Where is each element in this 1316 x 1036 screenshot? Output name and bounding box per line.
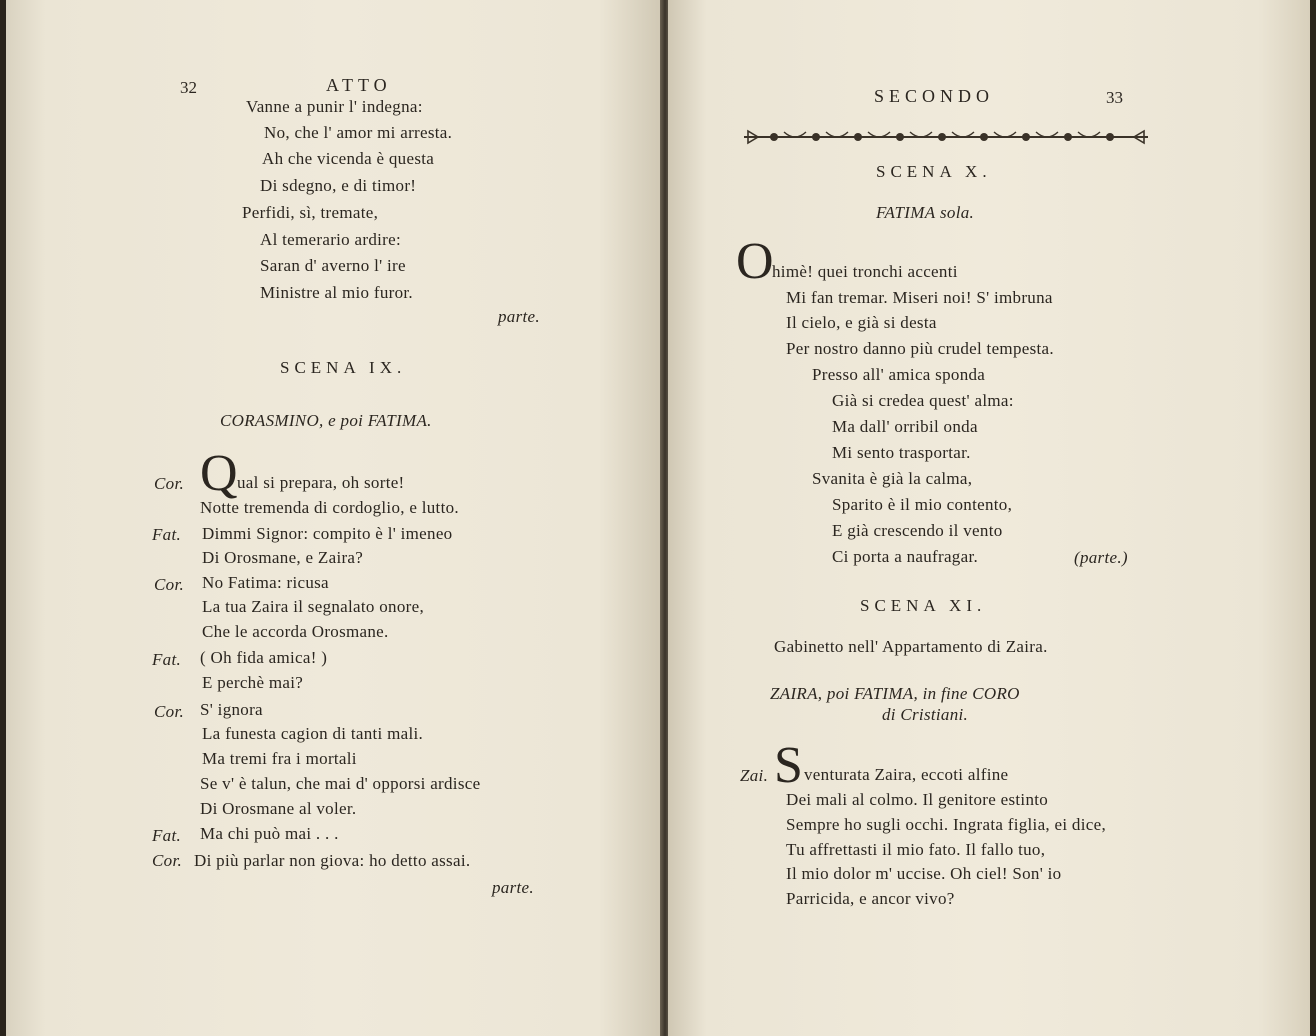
verse-line: Perfidi, sì, tremate,: [242, 203, 379, 222]
scene-setting: Gabinetto nell' Appartamento di Zaira.: [774, 637, 1048, 656]
dialogue-line: Ma tremi fra i mortali: [202, 749, 357, 768]
verse-line: Il mio dolor m' uccise. Oh ciel! Son' io: [786, 864, 1062, 883]
stage-direction-exit: parte.: [498, 307, 540, 326]
dialogue-line: Se v' è talun, che mai d' opporsi ardisce: [200, 774, 481, 793]
scene-title-ix: SCENA IX.: [280, 358, 407, 377]
dialogue-line: Di Orosmane al voler.: [200, 799, 357, 818]
speaker-label: Cor.: [152, 851, 183, 870]
speaker-label: Fat.: [152, 525, 182, 544]
character-name: FATIMA: [876, 203, 936, 222]
dialogue-line: La funesta cagion di tanti mali.: [202, 724, 424, 743]
verse-line: himè! quei tronchi accenti: [772, 262, 958, 281]
verse-line: Vanne a punir l' indegna:: [246, 97, 423, 116]
scene-title-x: SCENA X.: [876, 162, 992, 181]
verse-line: Parricida, e ancor vivo?: [786, 889, 955, 908]
verse-line: Ma dall' orribil onda: [832, 417, 978, 436]
right-page-number: 33: [1106, 88, 1123, 107]
verse-line: Saran d' averno l' ire: [260, 256, 406, 275]
verse-line: Mi fan tremar. Miseri noi! S' imbruna: [786, 288, 1053, 307]
speaker-label: Cor.: [154, 702, 185, 721]
dialogue-line: Dimmi Signor: compito è l' imeneo: [202, 524, 453, 543]
drop-cap: Q: [200, 445, 238, 502]
verse-line: Ci porta a naufragar.: [832, 547, 979, 566]
dialogue-line: Di più parlar non giova: ho detto assai.: [194, 851, 471, 870]
dialogue-line: Ma chi può mai . . .: [200, 824, 339, 843]
drop-cap: O: [736, 233, 774, 290]
verse-line: E già crescendo il vento: [832, 521, 1003, 540]
drop-cap: S: [774, 737, 803, 794]
dialogue-line: Notte tremenda di cordoglio, e lutto.: [200, 498, 459, 517]
character-name: ZAIRA,: [770, 684, 823, 703]
right-running-header: SECONDO: [874, 86, 995, 106]
verse-line: Ministre al mio furor.: [260, 283, 413, 302]
verse-line: Sparito è il mio contento,: [832, 495, 1013, 514]
ornament-border-icon: [744, 128, 1148, 146]
stage-word: poi: [826, 684, 850, 703]
verse-line: Già si credea quest' alma:: [832, 391, 1014, 410]
dialogue-line: No Fatima: ricusa: [202, 573, 329, 592]
speaker-label: Fat.: [152, 826, 182, 845]
speaker-label: Zai.: [740, 766, 769, 785]
dialogue-line: ( Oh fida amica! ): [200, 648, 328, 667]
verse-line: Tu affrettasti il mio fato. Il fallo tuo,: [786, 840, 1046, 859]
scene-characters-xi-cont: di Cristiani.: [882, 705, 969, 724]
dialogue-line: S' ignora: [200, 700, 263, 719]
stage-word: e poi: [328, 411, 364, 430]
verse-line: venturata Zaira, eccoti alfine: [804, 765, 1009, 784]
character-name: CORASMINO,: [220, 411, 324, 430]
verse-line: Svanita è già la calma,: [812, 469, 973, 488]
speaker-label: Fat.: [152, 650, 182, 669]
verse-line: Il cielo, e già si desta: [786, 313, 937, 332]
dialogue-line: Di Orosmane, e Zaira?: [202, 548, 364, 567]
verse-line: Di sdegno, e di timor!: [260, 176, 417, 195]
verse-line: Per nostro danno più crudel tempesta.: [786, 339, 1054, 358]
scene-title-xi: SCENA XI.: [860, 596, 987, 615]
verse-line: Ah che vicenda è questa: [262, 149, 435, 168]
stage-word: in fine: [922, 684, 968, 703]
scene-characters-ix: [220, 411, 432, 431]
verse-line: Presso all' amica sponda: [812, 365, 986, 384]
verse-line: No, che l' amor mi arresta.: [264, 123, 453, 142]
speaker-label: Cor.: [154, 474, 185, 493]
dialogue-line: La tua Zaira il segnalato onore,: [202, 597, 425, 616]
verse-line: Dei mali al colmo. Il genitore estinto: [786, 790, 1049, 809]
speaker-label: Cor.: [154, 575, 185, 594]
verse-line: Al temerario ardire:: [260, 230, 401, 249]
stage-direction-exit: parte.: [492, 878, 534, 897]
left-running-header: ATTO: [326, 75, 392, 95]
left-page-number: 32: [180, 78, 197, 97]
dialogue-line: ual si prepara, oh sorte!: [237, 473, 405, 492]
dialogue-line: E perchè mai?: [202, 673, 304, 692]
scene-characters-xi: [770, 684, 1020, 704]
verse-line: Mi sento trasportar.: [832, 443, 971, 462]
dialogue-line: Che le accorda Orosmane.: [202, 622, 389, 641]
stage-word: sola.: [939, 203, 975, 222]
character-name: FATIMA,: [854, 684, 919, 703]
stage-direction-exit: (parte.): [1074, 548, 1128, 567]
character-name: FATIMA.: [367, 411, 432, 430]
scene-characters-x: [876, 203, 974, 223]
verse-line: Sempre ho sugli occhi. Ingrata figlia, ei dice,: [786, 815, 1106, 834]
character-name: CORO: [972, 684, 1020, 703]
